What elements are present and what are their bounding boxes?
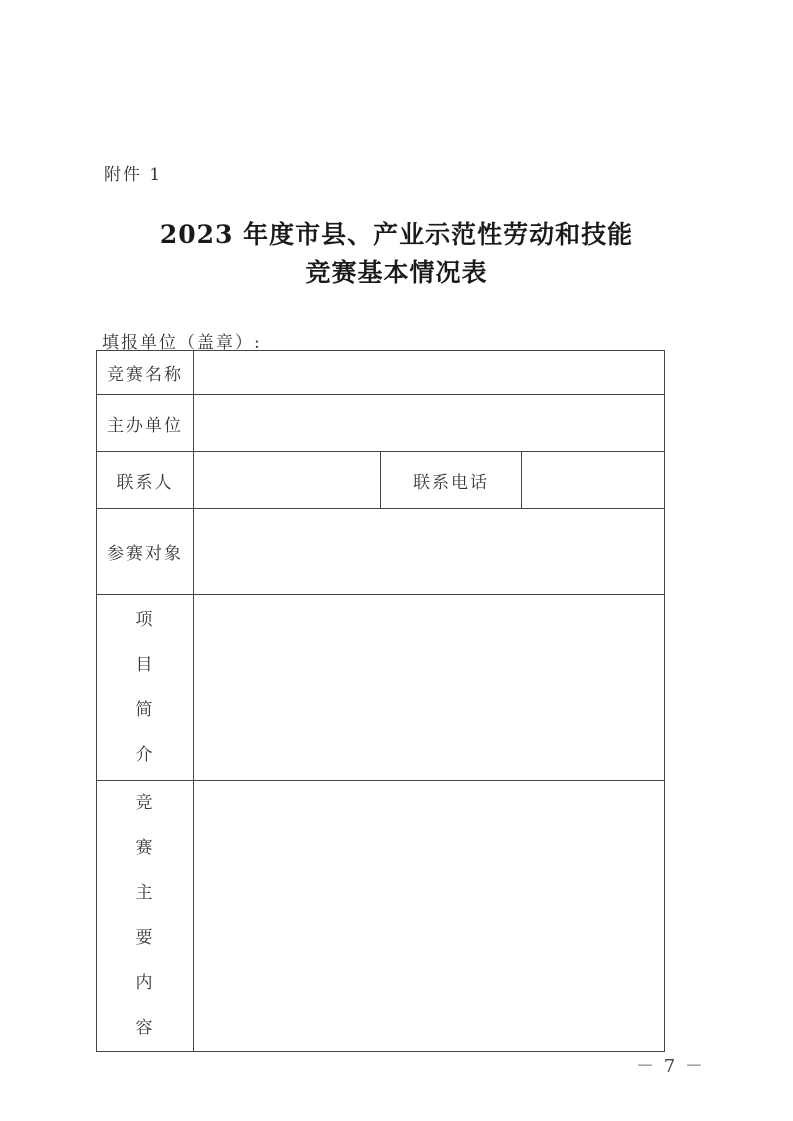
document-title (0, 216, 793, 292)
main-content-char: 内 (135, 973, 155, 993)
contact-person-label: 联系人 (97, 452, 194, 509)
main-content-label (97, 781, 194, 1052)
main-content-field[interactable] (194, 781, 665, 1052)
main-content-char: 赛 (135, 838, 155, 858)
attachment-label: 附件 1 (104, 165, 163, 185)
row-contact (97, 452, 665, 509)
row-competition-name (97, 351, 665, 395)
project-intro-char: 简 (135, 699, 155, 720)
project-intro-char: 目 (135, 654, 155, 675)
row-main-content (97, 781, 665, 1052)
project-intro-char: 介 (135, 744, 155, 765)
page-number: － 7 － (636, 1056, 705, 1077)
organizer-label: 主办单位 (97, 395, 194, 452)
filler-unit-label: 填报单位（盖章）: (102, 333, 262, 353)
project-intro-field[interactable] (194, 595, 665, 781)
row-project-intro (97, 595, 665, 781)
main-content-char: 容 (135, 1018, 155, 1038)
project-intro-char: 项 (135, 609, 155, 630)
title-line-1: 2023 年度市县、产业示范性劳动和技能 (159, 220, 634, 249)
row-organizer (97, 395, 665, 452)
row-participants (97, 509, 665, 595)
competition-info-table (96, 350, 665, 1052)
main-content-char: 主 (135, 883, 155, 903)
main-content-char: 要 (135, 928, 155, 948)
competition-name-label: 竞赛名称 (97, 351, 194, 395)
organizer-field[interactable] (194, 395, 665, 452)
title-line-2: 竞赛基本情况表 (305, 258, 488, 287)
main-content-char: 竞 (135, 793, 155, 813)
participants-field[interactable] (194, 509, 665, 595)
contact-phone-label: 联系电话 (381, 452, 522, 509)
project-intro-label (97, 595, 194, 781)
participants-label: 参赛对象 (97, 509, 194, 595)
contact-phone-field[interactable] (522, 452, 665, 509)
contact-person-field[interactable] (194, 452, 381, 509)
competition-name-field[interactable] (194, 351, 665, 395)
